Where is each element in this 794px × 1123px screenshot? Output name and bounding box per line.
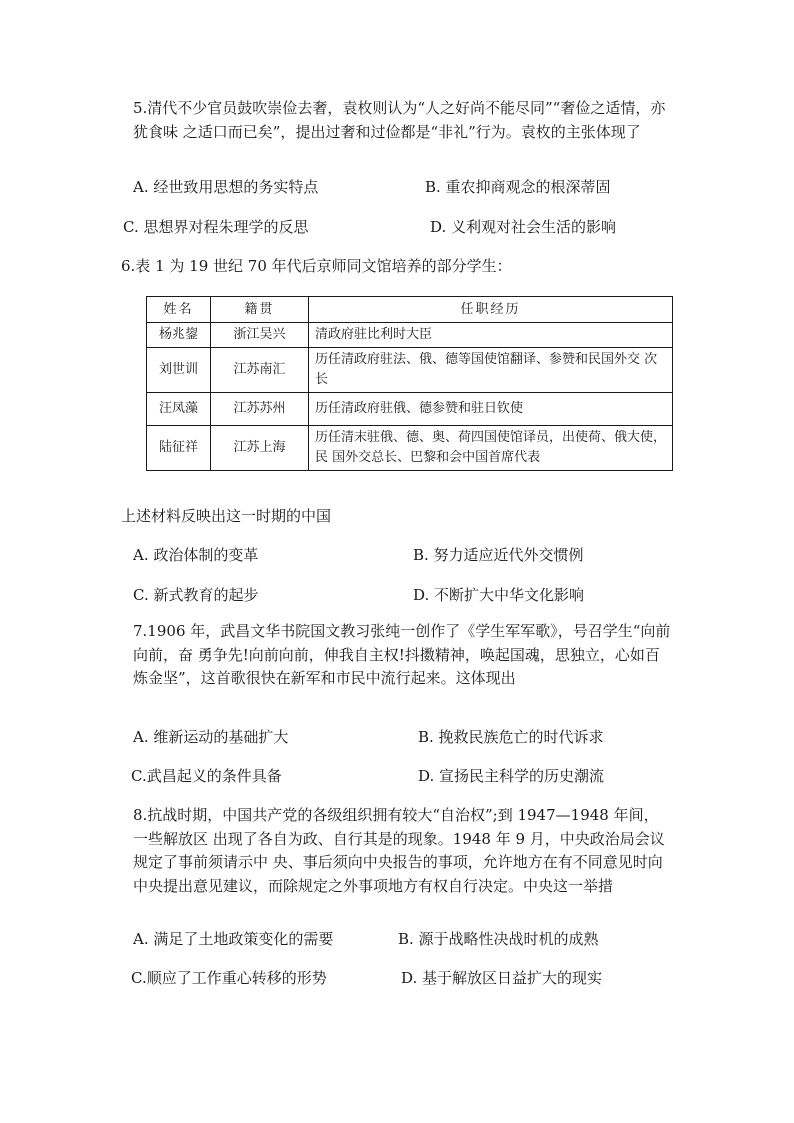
- table-cell-name: 杨兆鋆: [147, 323, 211, 348]
- question-7-option-c: C.武昌起义的条件具备: [131, 767, 282, 785]
- table-cell-career: 清政府驻比利时大臣: [309, 323, 673, 348]
- question-8-option-b: B. 源于战略性决战时机的成熟: [398, 930, 599, 948]
- table-cell-origin: 江苏上海: [211, 426, 309, 471]
- table-header-row: [147, 297, 673, 323]
- question-5-option-d: D. 义利观对社会生活的影响: [430, 218, 617, 236]
- table-header-name: 姓名: [147, 297, 211, 323]
- table-row: [147, 348, 673, 393]
- table-row: [147, 323, 673, 348]
- question-8-stem: 8.抗战时期，中国共产党的各级组织拥有较大“自治权”;到 1947—1948 年间，一些解放区 出现了各自为政、自行其是的现象。1948 年 9 月，中央政治局会议规定了事前须请示中 央、事后须向中央报告的事项，允许地方在有不同意见时向中央提出意见建议，而除规定之外事项地方有权自行决定。中央这一举措: [133, 806, 665, 895]
- question-7-option-b: B. 挽救民族危亡的时代诉求: [418, 728, 604, 746]
- question-6-lead: 上述材料反映出这一时期的中国: [121, 507, 332, 525]
- table-cell-origin: 浙江吴兴: [211, 323, 309, 348]
- question-6-option-d: D. 不断扩大中华文化影响: [413, 586, 585, 604]
- table-row: [147, 426, 673, 471]
- question-5-stem: 5.清代不少官员鼓吹崇俭去奢，袁枚则认为“人之好尚不能尽同”“奢俭之适情，亦犹食味 之适口而已矣”，提出过奢和过俭都是“非礼”行为。袁枚的主张体现了: [133, 99, 666, 141]
- table-row: [147, 393, 673, 426]
- question-7-stem: 7.1906 年，武昌文华书院国文教习张纯一创作了《学生军军歌》，号召学生“向前向前，奋 勇争先!向前向前，伸我自主权!抖擞精神，唤起国魂，思独立，心如百炼金坚”，这首歌很快在新军和市民中流行起来。这体现出: [133, 622, 671, 687]
- table-cell-name: 汪凤藻: [147, 393, 211, 426]
- question-6-option-b: B. 努力适应近代外交惯例: [413, 546, 584, 564]
- question-7-option-a: A. 维新运动的基础扩大: [133, 728, 289, 746]
- table-header-origin: 籍贯: [211, 297, 309, 323]
- question-6-stem: 6.表 1 为 19 世纪 70 年代后京师同文馆培养的部分学生：: [121, 257, 512, 275]
- table-cell-career: 历任清末驻俄、德、奥、荷四国使馆译员，出使荷、俄大使，民 国外交总长、巴黎和会中国首席代表: [309, 426, 673, 471]
- question-5-option-a: A. 经世致用思想的务实特点: [133, 178, 319, 196]
- question-6-option-c: C. 新式教育的起步: [133, 586, 259, 604]
- student-table: [146, 296, 673, 471]
- table-cell-origin: 江苏苏州: [211, 393, 309, 426]
- question-5-option-c: C. 思想界对程朱理学的反思: [123, 218, 309, 236]
- table-cell-origin: 江苏南汇: [211, 348, 309, 393]
- table-cell-name: 陆征祥: [147, 426, 211, 471]
- table-cell-career: 历任清政府驻俄、德参赞和驻日钦使: [309, 393, 673, 426]
- question-8-option-d: D. 基于解放区日益扩大的现实: [401, 969, 603, 987]
- question-6-option-a: A. 政治体制的变革: [133, 546, 259, 564]
- question-7-option-d: D. 宣扬民主科学的历史潮流: [418, 767, 605, 785]
- question-8-option-a: A. 满足了土地政策变化的需要: [133, 930, 334, 948]
- table-cell-name: 刘世训: [147, 348, 211, 393]
- question-8-option-c: C.顺应了工作重心转移的形势: [131, 969, 327, 987]
- table-cell-career: 历任清政府驻法、俄、德等国使馆翻译、参赞和民国外交 次长: [309, 348, 673, 393]
- table-header-career: 任职经历: [309, 297, 673, 323]
- question-5-option-b: B. 重农抑商观念的根深蒂固: [425, 178, 611, 196]
